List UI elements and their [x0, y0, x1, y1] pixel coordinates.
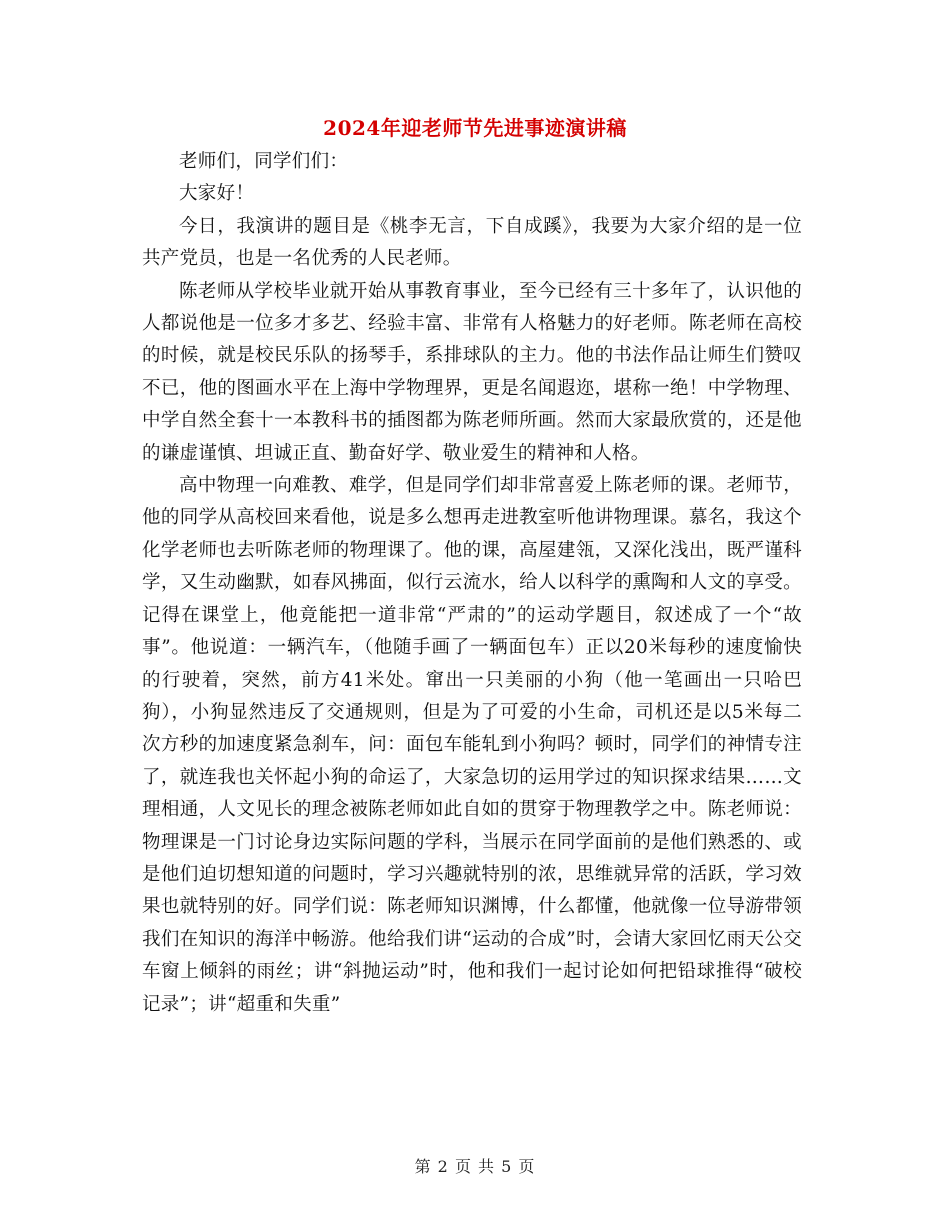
page-footer: 第 2 页 共 5 页	[414, 1157, 536, 1176]
greeting: 大家好！	[179, 183, 255, 205]
salutation: 老师们，同学们们：	[179, 151, 349, 172]
paragraph-intro: 今日，我演讲的题目是《桃李无言，下自成蹊》，我要为大家介绍的是一位共产党员，也是一名优秀的人民老师。	[142, 215, 802, 270]
document-body	[142, 146, 802, 1021]
paragraph-background: 陈老师从学校毕业就开始从事教育事业，至今已经有三十多年了，认识他的人都说他是一位多才多艺、经验丰富、非常有人格魅力的好老师。陈老师在高校的时候，就是校民乐队的扬琴手，系排球队的主力。他的书法作品让师生们赞叹不已，他的图画水平在上海中学物理界，更是名闻遐迩，堪称一绝！中学物理、中学自然全套十一本教科书的插图都为陈老师所画。然而大家最欣赏的，还是他的谦虚谨慎、坦诚正直、勤奋好学、敬业爱生的精神和人格。	[142, 280, 802, 464]
paragraph-teaching: 高中物理一向难教、难学，但是同学们却非常喜爱上陈老师的课。老师节，他的同学从高校回来看他，说是多么想再走进教室听他讲物理课。慕名，我这个化学老师也去听陈老师的物理课了。他的课，高屋建瓴，又深化浅出，既严谨科学，又生动幽默，如春风拂面，似行云流水，给人以科学的熏陶和人文的享受。记得在课堂上，他竟能把一道非常“严肃的”的运动学题目，叙述成了一个“故事”。他说道：一辆汽车，（他随手画了一辆面包车）正以20米每秒的速度愉快的行驶着，突然，前方41米处。窜出一只美丽的小狗（他一笔画出一只哈巴狗），小狗显然违反了交通规则，但是为了可爱的小生命，司机还是以5米每二次方秒的加速度紧急刹车，问：面包车能轧到小狗吗？顿时，同学们的神情专注了，就连我也关怀起小狗的命运了，大家急切的运用学过的知识探求结果……文理相通，人文见长的理念被陈老师如此自如的贯穿于物理教学之中。陈老师说：物理课是一门讨论身边实际问题的学科，当展示在同学面前的是他们熟悉的、或是他们迫切想知道的问题时，学习兴趣就特别的浓，思维就异常的活跃，学习效果也就特别的好。同学们说：陈老师知识渊博，什么都懂，他就像一位导游带领我们在知识的海洋中畅游。他给我们讲“运动的合成”时，会请大家回忆雨天公交车窗上倾斜的雨丝；讲“斜抛运动”时，他和我们一起讨论如何把铅球推得“破校记录”；讲“超重和失重”	[142, 475, 802, 1015]
document-title: 2024年迎老师节先进事迹演讲稿	[323, 116, 627, 140]
